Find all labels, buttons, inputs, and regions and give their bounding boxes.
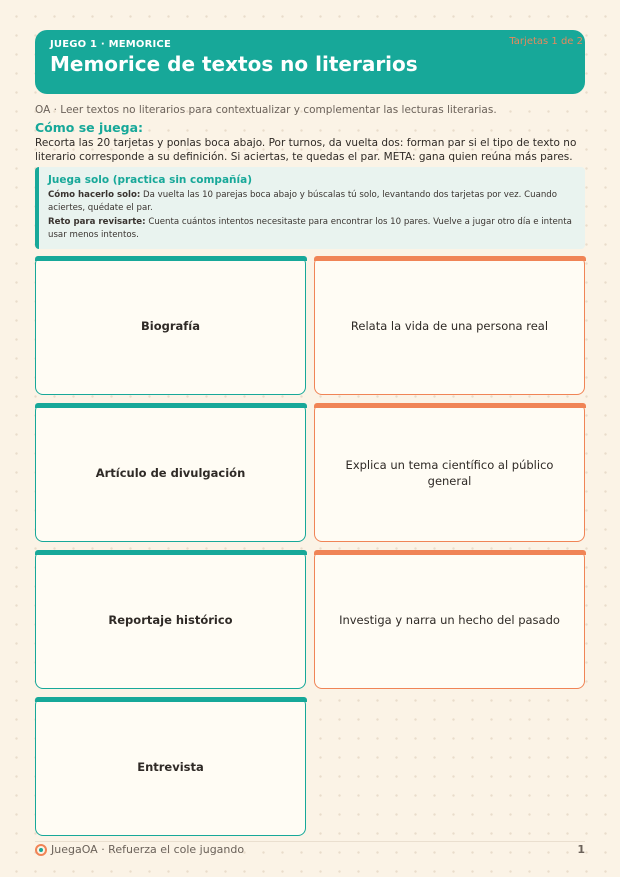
game-label: JUEGO 1 · MEMORICE <box>50 39 172 50</box>
definition-card-text: Explica un tema científico al público general <box>345 457 554 488</box>
how-to-play-heading: Cómo se juega: <box>35 120 144 135</box>
how-to-play-text: Recorta las 20 tarjetas y ponlas boca abajo. Por turnos, da vuelta dos: forman par si el tipo de texto no literario corresponde a su definición. Si aciertas, te quedas el par. META: gana quien reúna más pares. <box>35 137 577 163</box>
term-card-entrevista[interactable] <box>35 697 306 836</box>
term-card-articulo[interactable] <box>35 403 306 542</box>
solo-how-label: Cómo hacerlo solo: <box>48 190 141 200</box>
term-card-text: Artículo de divulgación <box>95 465 246 480</box>
target-logo-icon <box>35 844 47 856</box>
footer-brand: JuegaOA · Refuerza el cole jugando <box>51 843 245 856</box>
definition-card-reportaje[interactable] <box>314 550 585 689</box>
term-card-reportaje[interactable] <box>35 550 306 689</box>
definition-card-text: Relata la vida de una persona real <box>350 318 549 333</box>
page-number: 1 <box>577 843 585 856</box>
term-card-text: Reportaje histórico <box>108 612 233 627</box>
footer-divider <box>35 841 585 842</box>
page-header <box>35 30 585 94</box>
learning-objective: OA · Leer textos no literarios para contextualizar y complementar las lecturas literarias. <box>35 104 497 116</box>
solo-play-heading: Juega solo (practica sin compañía) <box>48 174 252 186</box>
solo-challenge-line <box>48 216 575 241</box>
solo-how-line <box>48 189 575 214</box>
term-card-biografia[interactable] <box>35 256 306 395</box>
solo-challenge-label: Reto para revisarte: <box>48 217 146 227</box>
page-title: Memorice de textos no literarios <box>50 52 418 76</box>
definition-card-text: Investiga y narra un hecho del pasado <box>339 612 560 627</box>
definition-card-biografia[interactable] <box>314 256 585 395</box>
solo-challenge-text: Cuenta cuántos intentos necesitaste para encontrar los 10 pares. Vuelve a jugar otro día e intenta usar menos intentos. <box>48 217 572 240</box>
footer <box>35 843 244 856</box>
term-card-text: Entrevista <box>137 759 204 774</box>
term-card-text: Biografía <box>141 318 200 333</box>
sheet-tag: Tarjetas 1 de 2 <box>509 36 583 47</box>
solo-how-text: Da vuelta las 10 parejas boca abajo y búscalas tú solo, levantando dos tarjetas por vez. Cuando aciertes, quédate el par. <box>48 190 558 213</box>
definition-card-articulo[interactable] <box>314 403 585 542</box>
solo-play-box <box>35 167 585 249</box>
